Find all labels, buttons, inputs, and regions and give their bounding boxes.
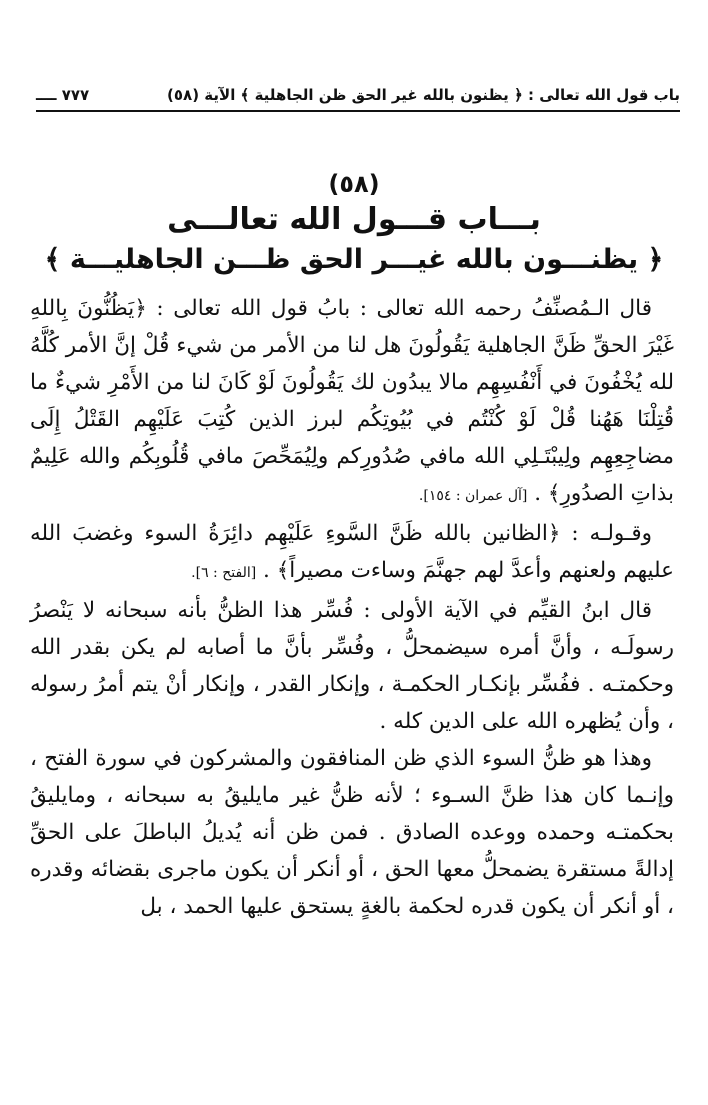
chapter-number: (٥٨) (328, 170, 380, 198)
running-header (36, 80, 680, 112)
paragraph-4-text: وهذا هو ظنُّ السوء الذي ظن المنافقون والمشركون في سورة الفتح ، وإنـما كان هذا ظنَّ السـوء ؛ لأنه ظنُّ غير مايليقُ به سبحانه ، ومايليقُ بحكمتـه وحمده ووعده الصادق . فمن ظن أنه يُديلُ الباطلَ على الحقِّ إدالةً مستقرة يضمحلُّ معها الحق ، أو أنكر أن يكون ماجرى بقضائه وقدره ، أو أنكر أن يكون قدره لحكمة بالغةٍ يستحق عليها الحمد ، بل (30, 746, 674, 919)
paragraph-2-reference: [الفتح : ٦]. (191, 565, 257, 581)
paragraph-1-reference: [آل عمران : ١٥٤]. (418, 488, 528, 504)
paragraph-2-text: وقـولـه : ﴿الظانين بالله ظَنَّ السَّوءِ عَلَيْهِم دائِرَةُ السوء وغضبَ الله عليهم ولعنهم وأعدَّ لهم جهنَّمَ وساءت مصيراً﴾ . (30, 521, 674, 583)
page-number: ٧٧٧ ــــ (36, 86, 90, 104)
paragraph-3 (30, 592, 674, 740)
chapter-subtitle: ﴿ يظنـــون بالله غيـــر الحق ظـــن الجاهليـــة ﴾ (44, 244, 664, 275)
paragraph-3-text: قال ابنُ القيِّم في الآية الأولى : فُسِّر هذا الظنُّ بأنه سبحانه لا يَنْصرُ رسولَـه ، وأنَّ أمره سيضمحلُّ ، وفُسِّر بأنَّ ما أصابه لم يكن بقدر الله وحكمتـه . ففُسِّر بإنكـار الحكمـة ، وإنكار القدر ، وإنكار أنْ يتم أمرُ رسوله ، وأن يُظهره الله على الدين كله . (30, 598, 674, 734)
running-header-title: باب قول الله تعالى : ﴿ يظنون بالله غير الحق ظن الجاهلية ﴾ الآية (٥٨) (167, 86, 680, 104)
body-text (30, 290, 674, 925)
paragraph-1 (30, 290, 674, 515)
paragraph-2 (30, 515, 674, 592)
chapter-title: بـــاب قـــول الله تعالـــى (167, 202, 541, 237)
paragraph-1-text: قال الـمُصنِّفُ رحمه الله تعالى : بابُ قول الله تعالى : ﴿يَظُنُّونَ بِاللهِ غَيْرَ الحقِّ ظَنَّ الجاهلية يَقُولُونَ هل لنا من الأمر من شيء قُلْ إنَّ الأمر كُلَّهُ لله يُخْفُونَ في أَنْفُسِهِم مالا يبدُون لك يَقُولُونَ لَوْ كَانَ لنا من الأَمْرِ شيءٌ ما قُتِلْنَا هَهُنا قُلْ لَوْ كُنْتُم في بُيُوتِكُم لبرز الذين كُتِبَ عَلَيْهِم القَتْلُ إِلَى مضاجِعِهِم ولِيبْتَـلِي الله مافي صُدُورِكم ولِيُمَحِّصَ مافي قُلُوبِكُم والله عَلِيمٌ بذاتِ الصدُورِ﴾ . (30, 296, 674, 506)
paragraph-4 (30, 740, 674, 925)
chapter-heading (0, 168, 708, 280)
